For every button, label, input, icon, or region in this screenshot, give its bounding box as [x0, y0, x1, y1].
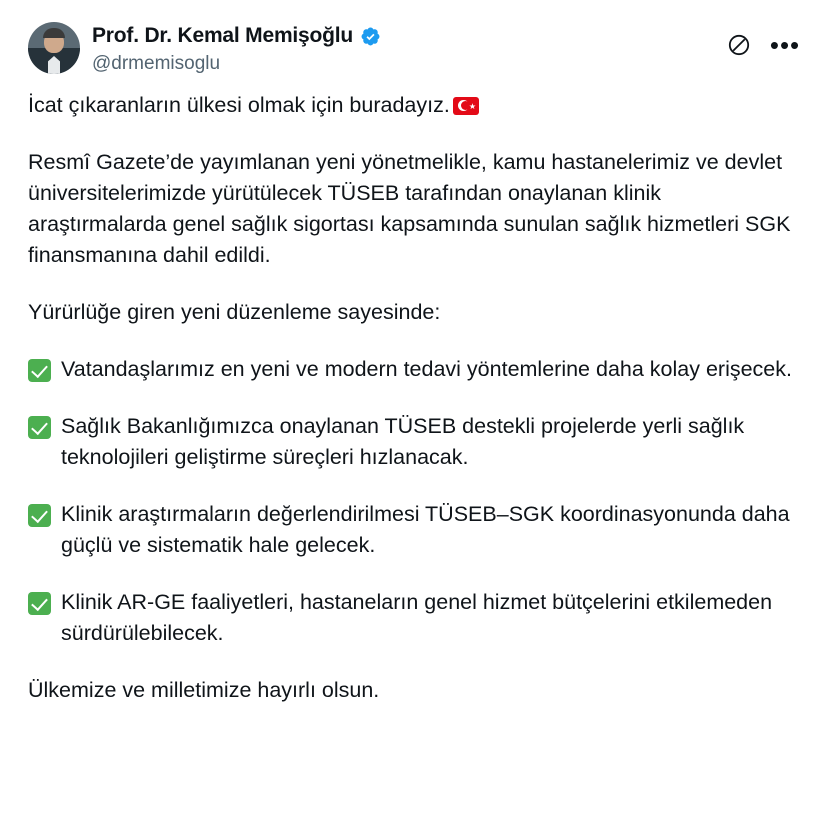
tweet-paragraph: Yürürlüğe giren yeni düzenleme sayesinde:	[28, 300, 441, 324]
author-names	[92, 22, 381, 76]
author-name-row	[92, 23, 381, 49]
more-options-label: •••	[769, 30, 801, 60]
more-options-icon[interactable]	[769, 30, 801, 60]
tweet-check-item	[28, 499, 804, 561]
author-display-name[interactable]: Prof. Dr. Kemal Memişoğlu	[92, 24, 354, 47]
tweet-check-text: Klinik araştırmaların değerlendirilmesi TÜSEB–SGK koordinasyonunda daha güçlü ve sistematik hale gelecek.	[61, 502, 790, 557]
turkish-flag-emoji: ★	[453, 97, 479, 115]
tweet-paragraph	[28, 90, 804, 121]
avatar-hair	[43, 28, 65, 38]
check-mark-icon	[28, 504, 51, 527]
grok-icon[interactable]	[726, 32, 752, 58]
tweet-paragraph: Ülkemize ve milletimize hayırlı olsun.	[28, 678, 380, 702]
avatar[interactable]	[28, 22, 80, 74]
tweet-check-text: Vatandaşlarımız en yeni ve modern tedavi yöntemlerine daha kolay erişecek.	[61, 357, 792, 381]
tweet-check-text: Sağlık Bakanlığımızca onaylanan TÜSEB destekli projelerde yerli sağlık teknolojileri geliştirme süreçleri hızlanacak.	[61, 414, 745, 469]
author-handle[interactable]: @drmemisoglu	[92, 53, 221, 74]
tweet-check-text: Klinik AR-GE faaliyetleri, hastaneların genel hizmet bütçelerini etkilemeden sürdürülebilecek.	[61, 590, 773, 645]
check-mark-icon	[28, 416, 51, 439]
tweet-paragraph: Resmî Gazete’de yayımlanan yeni yönetmelikle, kamu hastanelerimiz ve devlet üniversitelerimizde yürütülecek TÜSEB tarafından onaylanan klinik araştırmalarda genel sağlık sigortası kapsamında sunulan sağlık hizmetleri SGK finansmanına dahil edildi.	[28, 150, 791, 267]
tweet-header	[28, 16, 804, 86]
check-mark-icon	[28, 592, 51, 615]
tweet-check-item	[28, 587, 804, 649]
verified-badge-icon	[360, 26, 381, 47]
check-mark-icon	[28, 359, 51, 382]
tweet-check-item	[28, 411, 804, 473]
tweet-actions	[726, 22, 804, 58]
tweet-check-item	[28, 354, 804, 385]
tweet-body	[28, 86, 804, 706]
tweet-paragraph-text: İcat çıkaranların ülkesi olmak için buradayız.	[28, 93, 450, 117]
